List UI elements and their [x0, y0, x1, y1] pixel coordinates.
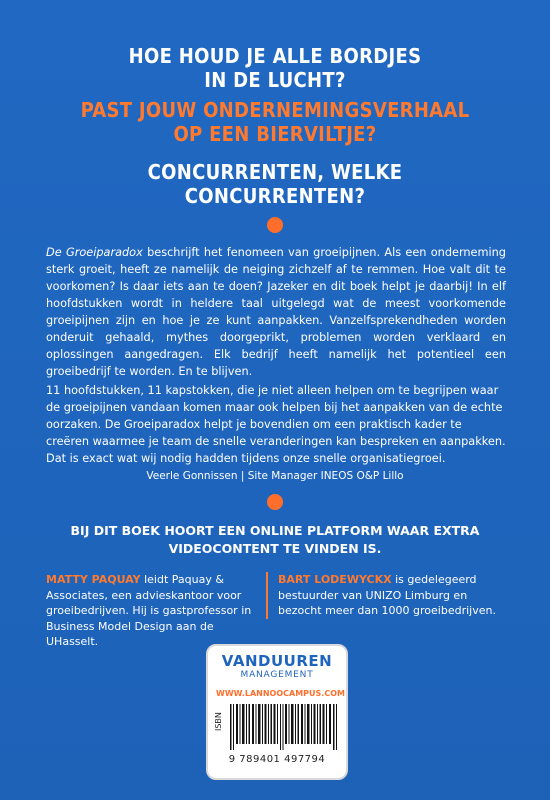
platform-notice	[0, 522, 550, 558]
orange-dot-divider	[267, 217, 283, 233]
barcode-icon	[230, 704, 338, 750]
headline-2-line2: OP EEN BIERVILTJE?	[173, 122, 377, 146]
author-bio-paquay	[46, 572, 261, 650]
author-name: MATTY PAQUAY	[46, 573, 141, 586]
author-name: BART LODEWYCKX	[278, 573, 392, 586]
headline-3-line1: CONCURRENTEN, WELKE	[147, 160, 403, 184]
publisher-logo: VANDUUREN	[221, 652, 333, 670]
isbn-label: ISBN	[214, 712, 223, 732]
quote-source: Veerle Gonnissen | Site Manager INEOS O&P Lillo	[146, 470, 404, 482]
publisher-url[interactable]: WWW.LANNOOCAMPUS.COM	[216, 689, 345, 698]
headline-2	[0, 98, 550, 146]
platform-line2: VIDEOCONTENT TE VINDEN IS.	[168, 541, 382, 556]
headline-3	[0, 160, 550, 208]
publisher-barcode-sticker	[206, 644, 348, 780]
book-title-italic: De Groeiparadox	[46, 246, 143, 259]
headline-1-line1: HOE HOUD JE ALLE BORDJES	[128, 44, 422, 68]
isbn-number: 9 789401 497794	[228, 754, 326, 765]
orange-dot-divider-2	[267, 494, 283, 510]
description-text: beschrijft het fenomeen van groeipijnen. Als een onderneming sterk groeit, heeft ze namelijk de neiging zichzelf af te remmen. Hoe valt dit te voorkomen? Is daar iets aan te doen? Jazeker en dit boek helpt je daarbij! In elf hoofdstukken wordt in heldere taal uitgelegd wat de meest voorkomende groeipijnen zijn en hoe je ze kunt aanpakken. Vanzelfsprekendheden worden onderuit gehaald, mythes doorgeprikt, problemen worden verklaard en oplossingen aangedragen. Elk bedrijf heeft namelijk het potentieel een groeibedrijf te worden. En te blijven.	[46, 246, 506, 378]
description-paragraph	[46, 244, 506, 380]
headline-2-line1: PAST JOUW ONDERNEMINGSVERHAAL	[80, 98, 470, 122]
author-bio-text: is gedelegeerd bestuurder van UNIZO Limburg en bezocht meer dan 1000 groeibedrijven.	[278, 573, 496, 617]
publisher-imprint: MANAGEMENT	[240, 670, 314, 680]
author-bio-lodewyckx	[266, 572, 498, 619]
quote-paragraph: 11 hoofdstukken, 11 kapstokken, die je niet alleen helpen om te begrijpen waar de groeipijnen vandaan komen maar ook helpen bij het aanpakken van de echte oorzaken. De Groeiparadox helpt je bovendien om een praktisch kader te creëren waarmee je team de snelle veranderingen kan bespreken en aanpakken. Dat is exact wat wij nodig hadden tijdens onze snelle organisatiegroei.	[46, 384, 506, 465]
platform-line1: BIJ DIT BOEK HOORT EEN ONLINE PLATFORM WAAR EXTRA	[70, 523, 480, 538]
headline-3-line2: CONCURRENTEN?	[184, 184, 366, 208]
headline-1-line2: IN DE LUCHT?	[204, 68, 346, 92]
headline-1	[0, 44, 550, 92]
author-bio-text: leidt Paquay & Associates, een advieskantoor voor groeibedrijven. Hij is gastprofessor in Business Model Design aan de UHasselt.	[46, 573, 252, 648]
